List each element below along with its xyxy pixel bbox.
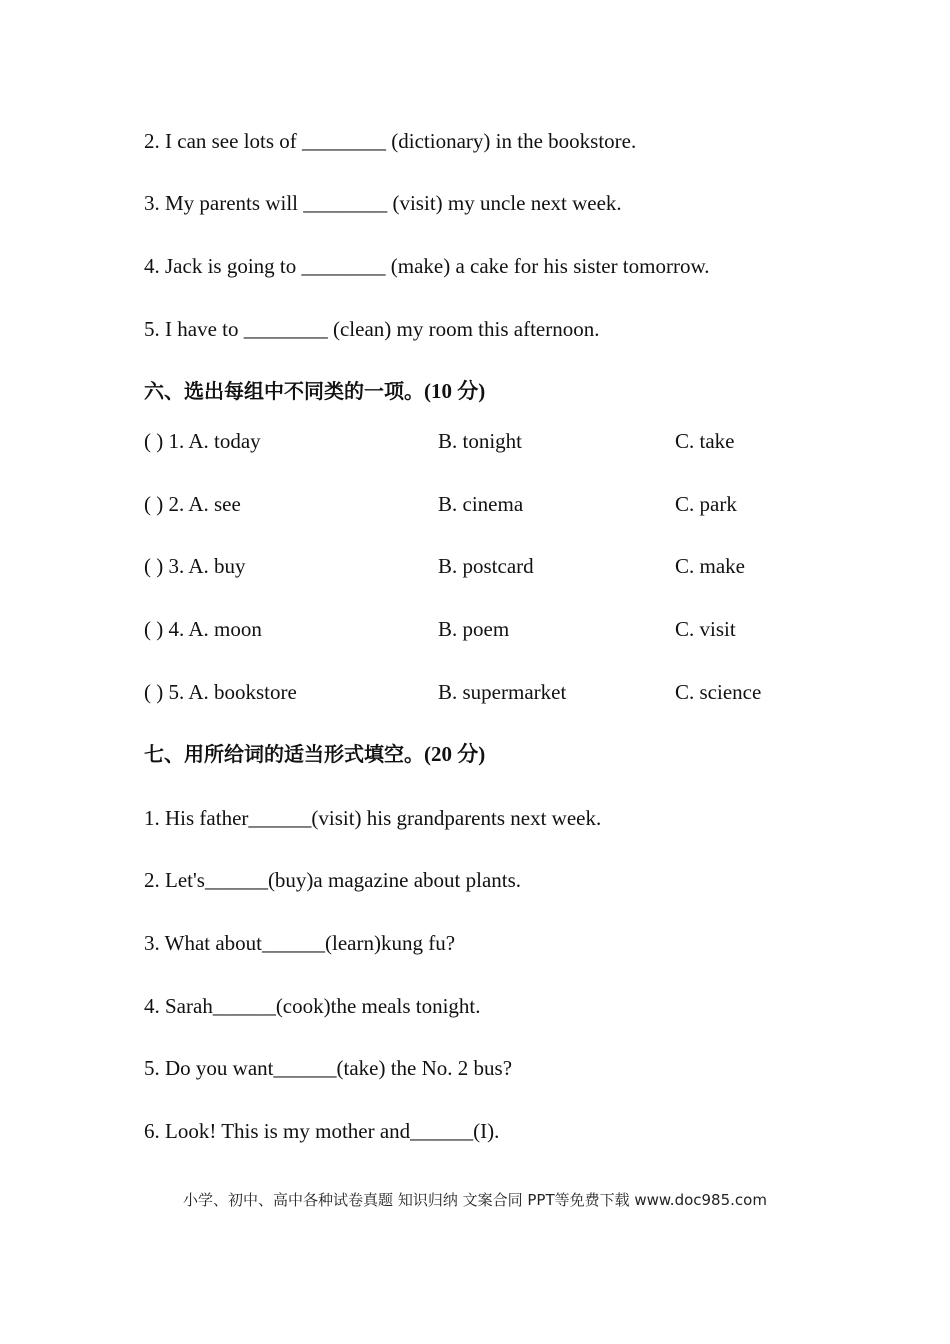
section6-heading-text: 六、选出每组中不同类的一项。 — [144, 379, 424, 403]
section6-heading-score: (10 分) — [424, 379, 486, 403]
choice-row-3 — [0, 553, 950, 579]
choice-stem: ( ) 4. A. moon — [144, 617, 262, 641]
choice-stem: ( ) 1. A. today — [144, 429, 261, 453]
section7-heading-score: (20 分) — [424, 742, 486, 766]
form-item-6: 6. Look! This is my mother and______(I). — [144, 1119, 500, 1143]
form-item-4: 4. Sarah______(cook)the meals tonight. — [144, 994, 481, 1018]
choice-stem: ( ) 5. A. bookstore — [144, 680, 297, 704]
section7-heading — [144, 741, 485, 767]
choice-c: C. science — [675, 680, 762, 704]
choice-c: C. visit — [675, 617, 736, 641]
section6-heading — [144, 378, 485, 404]
choice-row-5 — [0, 679, 950, 705]
choice-row-4 — [0, 616, 950, 642]
choice-c: C. make — [675, 554, 745, 578]
fill-item-4: 4. Jack is going to ________ (make) a cake for his sister tomorrow. — [144, 254, 710, 278]
section7-heading-text: 七、用所给词的适当形式填空。 — [144, 742, 424, 766]
form-item-3: 3. What about______(learn)kung fu? — [144, 931, 456, 955]
form-item-1: 1. His father______(visit) his grandparents next week. — [144, 806, 602, 830]
choice-b: B. postcard — [438, 554, 534, 578]
fill-item-2: 2. I can see lots of ________ (dictionary) in the bookstore. — [144, 129, 637, 153]
choice-b: B. tonight — [438, 429, 523, 453]
choice-stem: ( ) 3. A. buy — [144, 554, 246, 578]
choice-c: C. take — [675, 429, 735, 453]
choice-row-1 — [0, 428, 950, 454]
form-item-5: 5. Do you want______(take) the No. 2 bus? — [144, 1056, 513, 1080]
choice-c: C. park — [675, 492, 737, 516]
form-item-2: 2. Let's______(buy)a magazine about plants. — [144, 868, 522, 892]
fill-item-5: 5. I have to ________ (clean) my room this afternoon. — [144, 317, 600, 341]
fill-item-3: 3. My parents will ________ (visit) my uncle next week. — [144, 191, 622, 215]
choice-b: B. supermarket — [438, 680, 567, 704]
choice-row-2 — [0, 491, 950, 517]
choice-b: B. cinema — [438, 492, 524, 516]
choice-b: B. poem — [438, 617, 510, 641]
page-footer: 小学、初中、高中各种试卷真题 知识归纳 文案合同 PPT等免费下载 www.doc985.com — [183, 1191, 767, 1209]
choice-stem: ( ) 2. A. see — [144, 492, 241, 516]
